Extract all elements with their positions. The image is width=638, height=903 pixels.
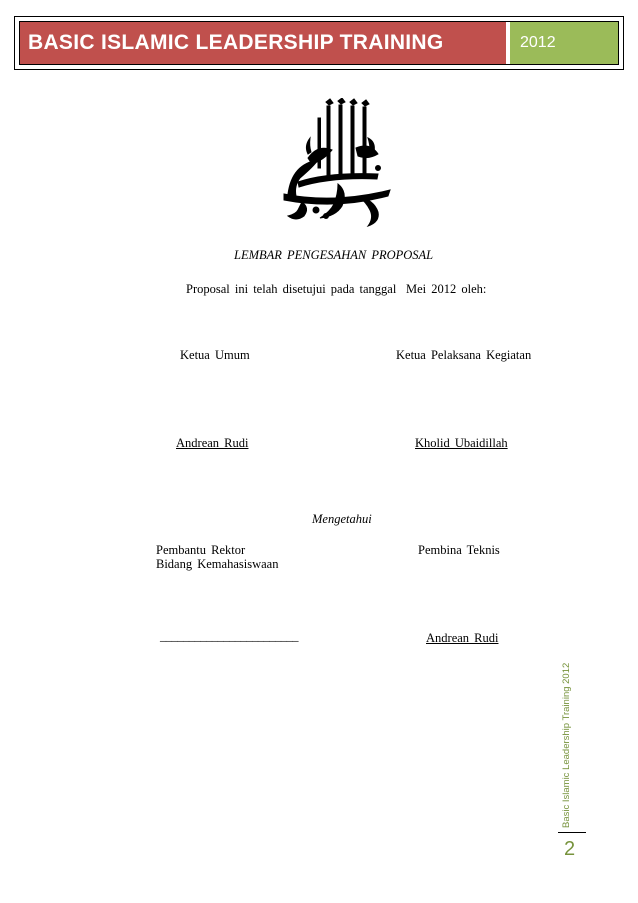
pembina-teknis-label: Pembina Teknis: [418, 543, 500, 557]
document-header: [14, 16, 624, 70]
approval-statement: Proposal ini telah disetujui pada tanggal: [186, 282, 397, 296]
header-inner-frame: [19, 21, 619, 65]
approval-date: Mei 2012 oleh:: [406, 282, 487, 296]
ketua-umum-name: Andrean Rudi: [176, 436, 249, 450]
ketua-pelaksana-label: Ketua Pelaksana Kegiatan: [396, 348, 532, 362]
mengetahui-label: Mengetahui: [312, 512, 372, 526]
pembina-teknis-name: Andrean Rudi: [426, 631, 499, 645]
blank-signature-line: ________________________: [160, 629, 298, 643]
footer-rule: [558, 832, 586, 833]
ketua-umum-label: Ketua Umum: [180, 348, 250, 362]
page-number: 2: [564, 838, 576, 860]
header-year: 2012: [510, 22, 618, 64]
footer-side-text: Basic Islamic Leadership Training 2012: [561, 662, 572, 828]
ketua-pelaksana-name: Kholid Ubaidillah: [415, 436, 508, 450]
proposal-heading: LEMBAR PENGESAHAN PROPOSAL: [234, 248, 434, 262]
pembantu-rektor-label: Pembantu Rektor: [156, 543, 246, 557]
header-title: BASIC ISLAMIC LEADERSHIP TRAINING: [20, 22, 506, 64]
bismillah-calligraphy-icon: [278, 98, 396, 230]
bidang-kemahasiswaan-label: Bidang Kemahasiswaan: [156, 557, 279, 571]
